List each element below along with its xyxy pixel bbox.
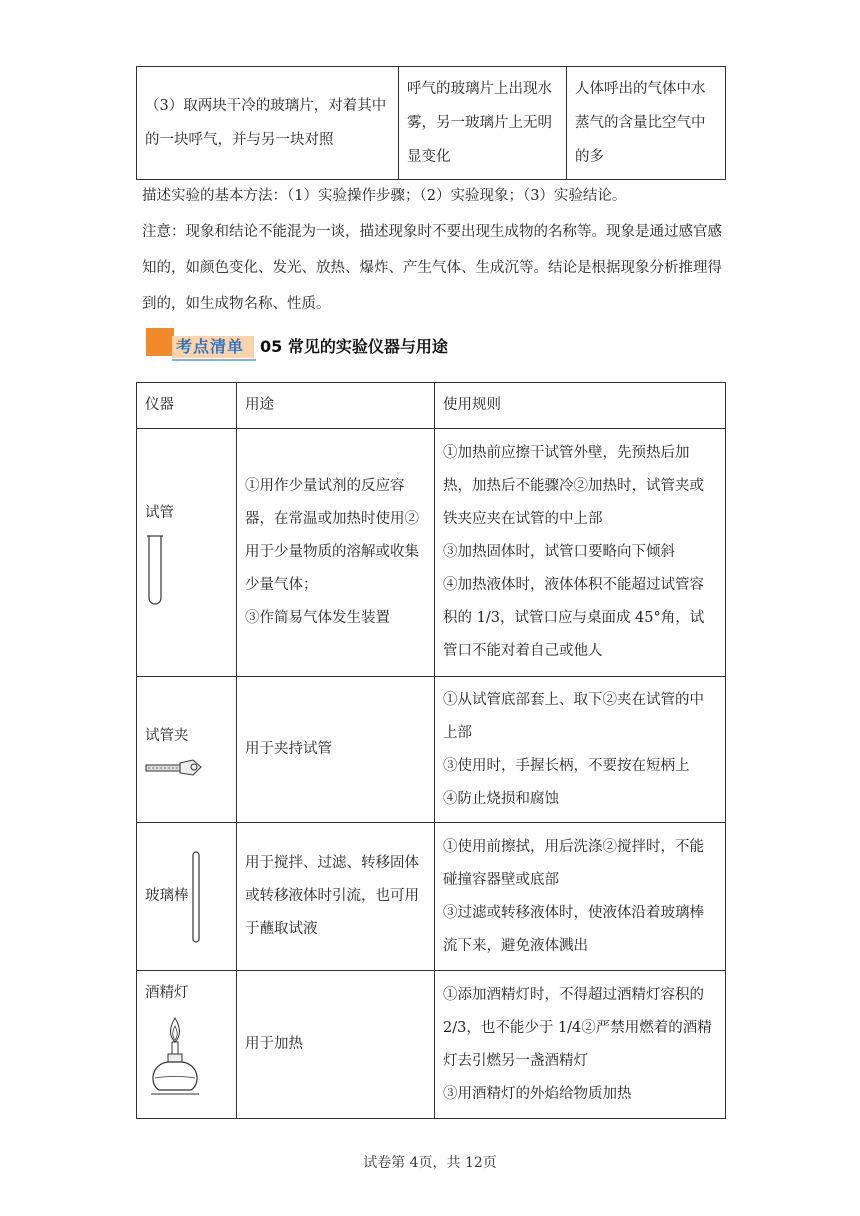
- table-row: [137, 429, 726, 677]
- table-row: [137, 677, 726, 823]
- table-row: [137, 971, 726, 1119]
- instrument-table: [136, 382, 726, 1119]
- instrument-name: 玻璃棒: [145, 888, 189, 904]
- test-tube-clamp-icon: [145, 757, 205, 779]
- rules-cell: ①使用前擦拭，用后洗涤②搅拌时，不能碰撞容器壁或底部 ③过滤或转移液体时，使液体沿着玻璃棒流下来，避免液体溅出: [435, 823, 726, 971]
- instrument-cell: [137, 823, 237, 971]
- table-row: [137, 67, 726, 180]
- use-cell: 用于夹持试管: [237, 677, 435, 823]
- alcohol-lamp-icon: [145, 1014, 205, 1098]
- instrument-name: 试管: [145, 505, 174, 521]
- use-cell: 用于加热: [237, 971, 435, 1119]
- page-footer: 试卷第 4页，共 12页: [363, 1155, 497, 1171]
- instrument-cell: [137, 677, 237, 823]
- instrument-name: 试管夹: [145, 728, 189, 744]
- phenomenon-cell: 呼气的玻璃片上出现水雾，另一玻璃片上无明显变化: [399, 67, 567, 180]
- method-paragraph: 描述实验的基本方法：（1）实验操作步骤；（2）实验现象；（3）实验结论。: [142, 188, 627, 204]
- note-paragraph: 注意：现象和结论不能混为一谈，描述现象时不要出现生成物的名称等。现象是通过感官感知的，如颜色变化、发光、放热、爆炸、产生气体、生成沉等。结论是根据现象分析推理得到的，如生成物名称、性质。: [142, 224, 722, 312]
- instrument-name: 酒精灯: [145, 985, 189, 1001]
- rules-cell: ①加热前应擦干试管外壁，先预热后加热，加热后不能骤冷②加热时，试管夹或铁夹应夹在试管的中上部 ③加热固体时，试管口要略向下倾斜 ④加热液体时，液体体积不能超过试管容积的 1/3，试管口应与桌面成 45°角，试管口不能对着自己或他人: [435, 429, 726, 677]
- use-cell: ①用作少量试剂的反应容器，在常温或加热时使用②用于少量物质的溶解或收集少量气体； ③作简易气体发生装置: [237, 429, 435, 677]
- instrument-cell: [137, 429, 237, 677]
- section-heading: [146, 328, 746, 368]
- section-title: 05 常见的实验仪器与用途: [260, 337, 448, 356]
- glass-rod-icon: [189, 851, 203, 943]
- test-tube-icon: [145, 534, 165, 608]
- table-row: [137, 823, 726, 971]
- header-rules: 使用规则: [435, 383, 726, 429]
- header-instrument: 仪器: [137, 383, 237, 429]
- conclusion-cell: 人体呼出的气体中水蒸气的含量比空气中的多: [567, 67, 726, 180]
- rules-cell: ①添加酒精灯时，不得超过酒精灯容积的 2/3，也不能少于 1/4②严禁用燃着的酒精灯去引燃另一盏酒精灯 ③用酒精灯的外焰给物质加热: [435, 971, 726, 1119]
- use-cell: 用于搅拌、过滤、转移固体或转移液体时引流，也可用于蘸取试液: [237, 823, 435, 971]
- header-use: 用途: [237, 383, 435, 429]
- experiment-table-continuation: [136, 66, 726, 180]
- instrument-cell: [137, 971, 237, 1119]
- heading-marker-icon: [146, 328, 174, 356]
- step-cell: （3）取两块干冷的玻璃片，对着其中的一块呼气，并与另一块对照: [137, 67, 399, 180]
- section-label: 考点清单: [176, 337, 245, 356]
- rules-cell: ①从试管底部套上、取下②夹在试管的中上部 ③使用时，手握长柄，不要按在短柄上 ④防止烧损和腐蚀: [435, 677, 726, 823]
- table-header-row: [137, 383, 726, 429]
